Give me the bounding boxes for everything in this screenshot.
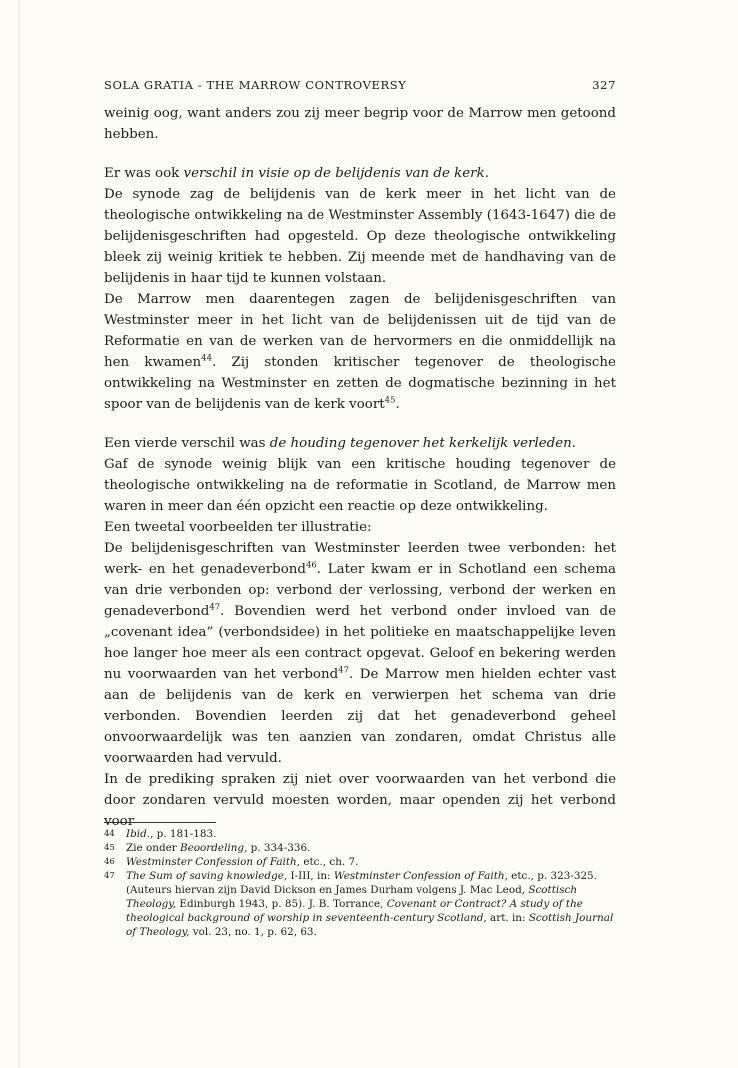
footnote: 45 Zie onder Beoordeling, p. 334-336. (104, 842, 311, 854)
paragraph: De belijdenisgeschriften van Westminster leerden twee verbonden: het werk- en het genadeverbond$^{46}$. Later kwam er in Schotland een schema van drie verbonden op: verbond der verlossing, verbond der werken en genadeverbond$^{47}$. Bovendien werd het verbond onder invloed van de „covenant idea” (verbondsidee) in het politieke en maatschappelijke leven hoe langer hoe meer als een contract opgevat. Geloof en bekering werden nu voorwaarden van het verbond$^{47}$. De Marrow men hielden echter vast aan de belijdenis van de kerk en verwierpen het schema van drie verbonden. Bovendien leerden zij dat het genadeverbond geheel onvoorwaardelijk was ten aanzien van zondaren, omdat Christus alle voorwaarden had vervuld. (104, 541, 617, 766)
paragraph: Een tweetal voorbeelden ter illustratie: (104, 520, 372, 535)
footnotes (104, 822, 616, 939)
paragraph: In de prediking spraken zij niet over voorwaarden van het verbond die door zondaren vervuld moesten worden, maar openden zij het verbond voor (104, 772, 616, 829)
footnote-number: 47 (104, 871, 115, 881)
footnote-ref: 44 (201, 353, 212, 364)
running-header (104, 78, 616, 92)
footnote-ref: 46 (305, 560, 317, 571)
footnote: 44 Ibid., p. 181-183. (104, 828, 217, 840)
paragraph: Gaf de synode weinig blijk van een kritische houding tegenover de theologische ontwikkeling na de reformatie in Scotland, de Marrow men waren in meer dan één opzicht een reactie op deze ontwikkeling. (104, 457, 616, 514)
footnote-ref: 45 (384, 395, 396, 406)
page-number: 327 (592, 78, 616, 92)
running-title: SOLA GRATIA - THE MARROW CONTROVERSY (104, 78, 407, 92)
paragraph: De Marrow men daarentegen zagen de belijdenisgeschriften van Westminster meer in het licht van de belijdenissen uit de tijd van de Reformatie en van de werken van de hervormers en die onmiddellijk na hen kwamen$^{44}$. Zij stonden kritischer tegenover de theologische ontwikkeling na Westminster en zetten de dogmatische bezinning in het spoor van de belijdenis van de kerk voort$^{45}$. (104, 292, 616, 412)
paragraph: De synode zag de belijdenis van de kerk meer in het licht van de theologische ontwikkeling na de Westminster Assembly (1643-1647) die de belijdenisgeschriften had opgesteld. Op deze theologische ontwikkeling bleek zij weinig kritiek te hebben. Zij meende met de handhaving van de belijdenis in haar tijd te kunnen volstaan. (104, 187, 616, 286)
footnote-ref: 47 (209, 602, 221, 613)
footnote-number: 44 (104, 829, 115, 839)
footnote: 46 Westminster Confession of Faith, etc., ch. 7. (104, 856, 359, 868)
footnote-rule (104, 822, 216, 823)
footnote-number: 46 (104, 857, 115, 867)
footnote-number: 45 (104, 843, 115, 853)
paragraph: weinig oog, want anders zou zij meer begrip voor de Marrow men getoond hebben. (104, 106, 616, 142)
paragraph: Een vierde verschil was de houding tegenover het kerkelijk verleden. (104, 436, 577, 451)
page-edge (18, 0, 20, 1068)
footnote: 47 The Sum of saving knowledge, I-III, in: Westminster Confession of Faith, etc., p. 323-325. (Auteurs hiervan zijn David Dickson en James Durham volgens J. Mac Leod, Scottisch Theology, Edinburgh 1943, p. 85). J. B. Torrance, Covenant or Contract? A study of the theological background of worship in seventeenth-century Scotland, art. in: Scottish Journal of Theology, vol. 23, no. 1, p. 62, 63. (104, 870, 614, 938)
footnote-ref: 47 (338, 665, 349, 676)
main-text (104, 103, 616, 832)
paragraph: Er was ook verschil in visie op de belijdenis van de kerk. (104, 166, 489, 181)
